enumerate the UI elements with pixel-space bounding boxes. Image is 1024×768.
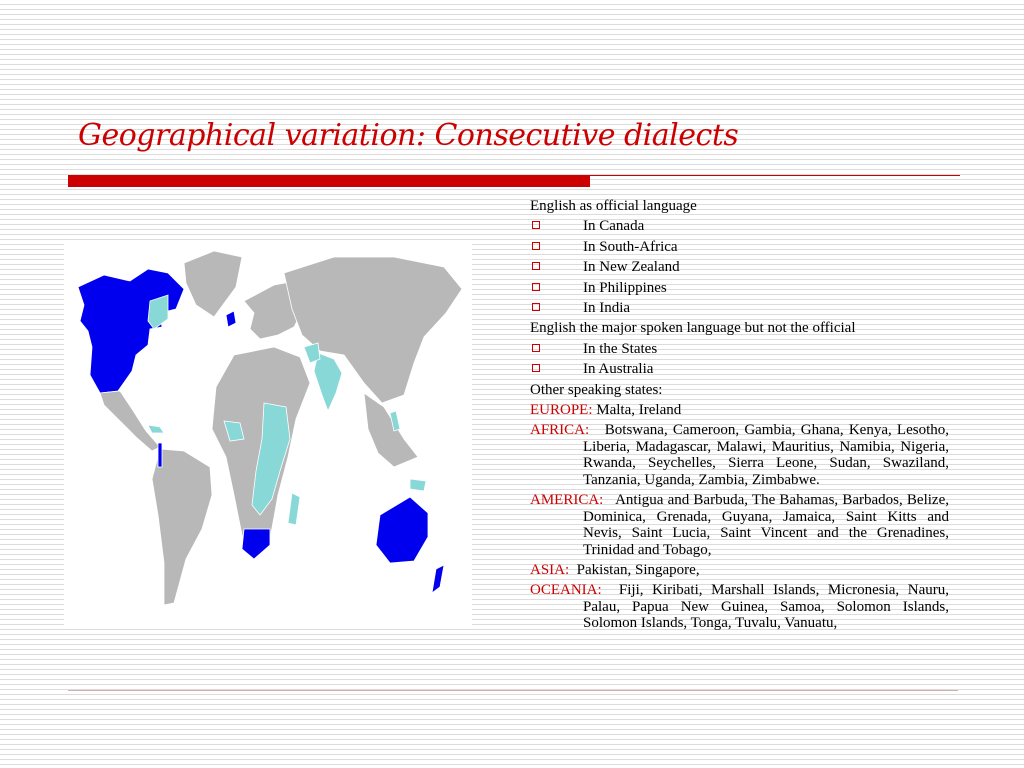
map-north-america-blue	[78, 269, 184, 393]
square-bullet-icon	[532, 283, 540, 291]
square-bullet-icon	[532, 344, 540, 352]
major-item-label: In the States	[583, 340, 658, 357]
region-countries: Antigua and Barbuda, The Bahamas, Barbados, Belize, Dominica, Grenada, Guyana, Jamaica, Saint Kitts and Nevis, Saint Lucia, Saint Vincent and the Grenadines, Trinidad and Tobago,	[583, 492, 949, 558]
official-item	[530, 280, 949, 297]
map-asia	[284, 257, 462, 403]
map-guyana	[158, 443, 162, 467]
official-item-label: In New Zealand	[583, 259, 680, 276]
map-madagascar	[288, 493, 300, 525]
slide-title: Geographical variation: Consecutive dialects	[78, 118, 739, 153]
official-item	[530, 300, 949, 317]
official-item	[530, 239, 949, 256]
footer-rule	[68, 690, 958, 691]
square-bullet-icon	[532, 221, 540, 229]
region-name: EUROPE:	[530, 401, 593, 418]
other-heading: Other speaking states:	[530, 381, 663, 398]
region-africa	[530, 422, 949, 488]
official-item-label: In India	[583, 299, 631, 316]
major-heading: English the major spoken language but not the official	[530, 320, 856, 337]
world-map	[64, 243, 472, 628]
official-item-label: In Philippines	[583, 279, 667, 296]
map-south-america	[152, 449, 212, 605]
major-item	[530, 361, 949, 378]
region-countries: Malta, Ireland	[596, 401, 682, 418]
map-south-africa	[242, 529, 270, 559]
region-europe	[530, 402, 949, 419]
region-countries: Pakistan, Singapore,	[576, 562, 700, 579]
map-se-asia	[364, 393, 418, 467]
map-uk	[226, 311, 236, 327]
region-oceania	[530, 582, 949, 632]
major-item	[530, 341, 949, 358]
map-mexico	[100, 391, 160, 451]
map-australia	[376, 497, 428, 563]
map-papua	[410, 479, 426, 491]
square-bullet-icon	[532, 303, 540, 311]
major-item-label: In Australia	[583, 361, 654, 378]
region-asia	[530, 562, 949, 579]
map-caribbean	[148, 425, 164, 433]
official-item	[530, 218, 949, 235]
map-india	[314, 353, 342, 411]
map-greenland	[184, 251, 242, 317]
official-heading: English as official language	[530, 198, 697, 214]
square-bullet-icon	[532, 242, 540, 250]
region-name: AFRICA:	[530, 422, 590, 439]
official-item-label: In South-Africa	[583, 238, 678, 255]
title-underline-thin	[590, 175, 960, 176]
official-item-label: In Canada	[583, 218, 645, 235]
region-name: AMERICA:	[530, 492, 604, 509]
map-pakistan	[304, 343, 320, 363]
official-item	[530, 259, 949, 276]
region-countries: Botswana, Cameroon, Gambia, Ghana, Kenya, Lesotho, Liberia, Madagascar, Malawi, Mauritius, Namibia, Nigeria, Rwanda, Seychelles, Sierra Leone, Sudan, Swaziland, Tanzania, Uganda, Zambia, Zimbabwe.	[583, 422, 950, 488]
map-new-zealand	[432, 565, 444, 593]
square-bullet-icon	[532, 262, 540, 270]
region-name: OCEANIA:	[530, 582, 602, 599]
region-america	[530, 492, 949, 558]
content-block	[530, 198, 949, 636]
square-bullet-icon	[532, 364, 540, 372]
region-countries: Fiji, Kiribati, Marshall Islands, Micronesia, Nauru, Palau, Papua New Guinea, Samoa, Solomon Islands, Solomon Islands, Tonga, Tuvalu, Vanuatu,	[583, 582, 950, 632]
title-underline-thick	[68, 175, 590, 187]
region-name: ASIA:	[530, 562, 570, 579]
